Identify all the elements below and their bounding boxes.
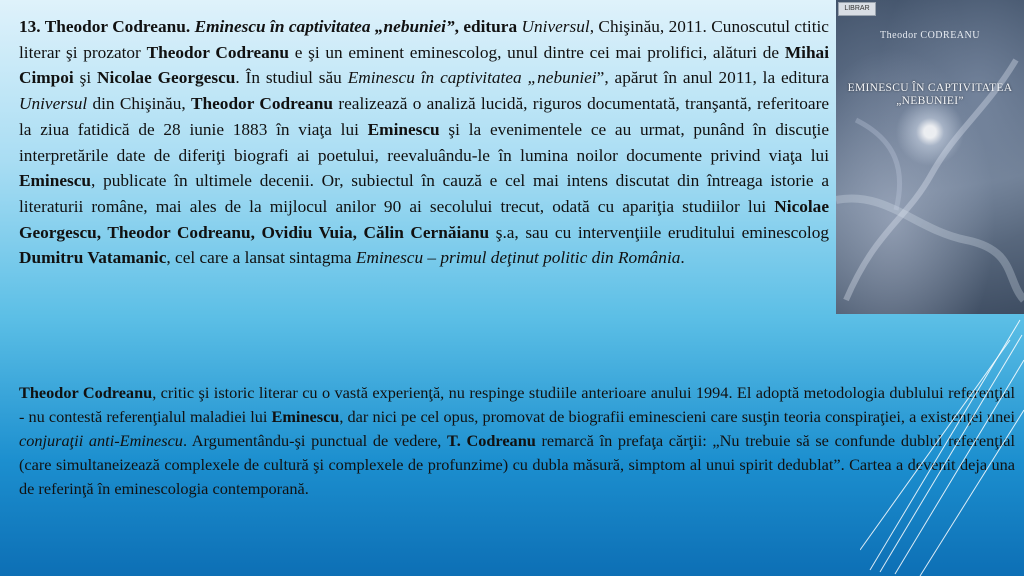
text-span: realizează o analiză lucidă, riguros documentată, tranşantă, referitoare la ziua fatidică de 28 iunie 1883 în viaţa lui	[19, 94, 829, 139]
text-span: şi la evenimentele ce au urmat, punând în discuţie interpretările date de diferiţi biografi ai poetului, reevaluându-le în lumina noilor documente privind viaţa lui	[19, 119, 829, 165]
text-span: , cel care a lansat sintagma	[166, 248, 356, 268]
name-eminescu: Eminescu	[271, 407, 340, 426]
book-title: Eminescu în captivitatea „nebuniei”	[194, 17, 455, 36]
book-cover-image	[836, 0, 1024, 314]
text-span: . Argumentându-şi punctual de vedere,	[182, 431, 448, 450]
names-list: Nicolae Georgescu, Theodor Codreanu, Ovidiu Vuia, Călin Cernăianu	[19, 196, 829, 242]
text-span: ”, apărut în anul 2011, la editura	[596, 68, 829, 88]
text-span: ş.a, sau cu intervenţiile eruditului eminescolog	[489, 222, 829, 242]
cover-sticker: LIBRAR	[838, 2, 876, 16]
text-span: e şi un eminent eminescolog, unul dintre cei mai prolifici, alături de	[288, 42, 785, 62]
separator: ,	[454, 17, 464, 36]
book-title-2: Eminescu în captivitatea „nebuniei	[347, 68, 597, 88]
name-cimpoi: Mihai Cimpoi	[19, 42, 829, 88]
text-span: remarcă în prefaţa cărţii: „Nu trebuie să se confunde dublul referenţial (care simultaneizează complexele de cultură şi complexele de profunzime) cu dubla măsură, simptom al unui spirit dedublat”. Cartea a devenit deja una de referinţă în eminescologia contemporană.	[19, 431, 1016, 498]
conjuratii: conjuraţii anti-Eminescu	[19, 431, 183, 450]
name-eminescu: Eminescu	[367, 119, 440, 139]
cover-artwork	[836, 0, 1024, 314]
text-span: , dar nici pe cel opus, promovat de biografii eminescieni care susţin teoria conspiraţiei, a existenţei unei	[339, 407, 1015, 426]
author-name-2: Theodor Codreanu	[146, 42, 289, 62]
text-span: , critic şi istoric literar cu o vastă experienţă, nu respinge studiile anterioare anului 1994. El adoptă metodologia dublului referenţial - nu contestă referenţialul maladiei lui	[19, 383, 1015, 426]
cover-title-line1: EMINESCU ÎN CAPTIVITATEA	[847, 82, 1013, 94]
author-name: Theodor Codreanu.	[44, 17, 191, 36]
t-codreanu: T. Codreanu	[447, 431, 536, 450]
author-name-3: Theodor Codreanu	[191, 94, 334, 114]
cover-author: Theodor CODREANU	[880, 30, 980, 41]
text-span: şi	[73, 68, 98, 88]
main-paragraph	[19, 14, 829, 271]
author-name: Theodor Codreanu	[19, 383, 153, 402]
publisher-name: Universul	[521, 17, 590, 36]
sintagma: Eminescu – primul deţinut politic din România	[355, 248, 681, 268]
name-vatamanic: Dumitru Vatamanic	[19, 248, 167, 268]
text-span: , publicate în ultimele decenii. Or, subiectul în cauză e cel mai intens discutat din întreaga istorie a literaturii române, mai ales de la mijlocul anilor 90 ai secolului trecut, odată cu apariţia studiilor lui	[19, 171, 829, 216]
name-eminescu-2: Eminescu	[19, 171, 92, 191]
text-span: . În studiul său	[235, 68, 348, 88]
decorative-lines	[860, 300, 1024, 576]
publisher-name-2: Universul	[19, 94, 88, 114]
text-span: , Chişinău, 2011. Cunoscutul ctitic literar şi prozator	[19, 17, 829, 62]
name-georgescu: Nicolae Georgescu	[97, 68, 236, 88]
text-span: .	[680, 248, 685, 268]
editura-label: editura	[463, 17, 518, 36]
text-span: din Chişinău,	[87, 94, 191, 114]
item-number: 13.	[19, 17, 45, 36]
cover-title-line2: „NEBUNIEI”	[896, 95, 964, 107]
